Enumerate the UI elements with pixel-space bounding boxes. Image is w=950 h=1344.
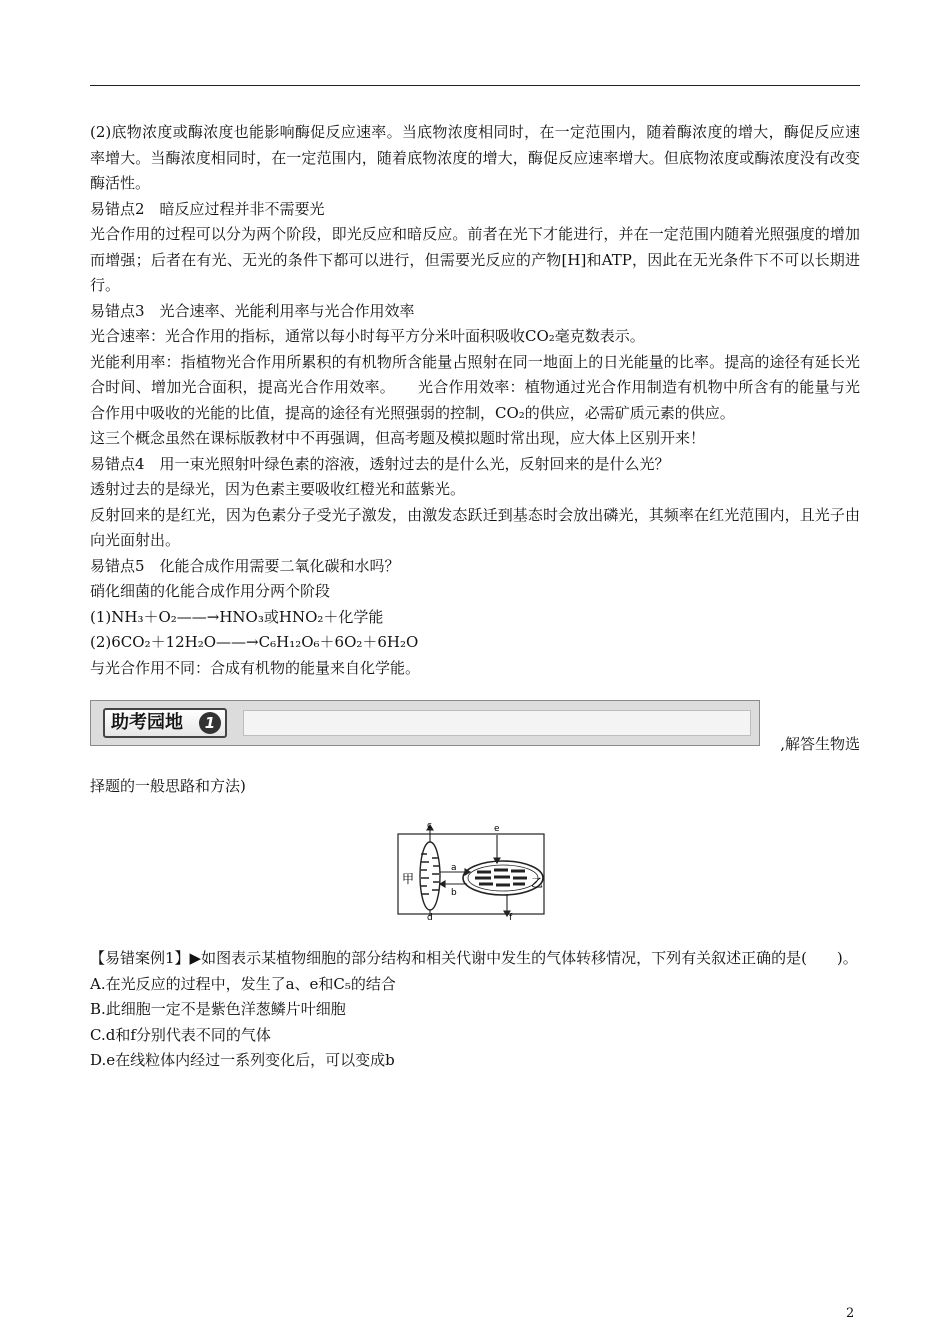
paragraph-concept-note: 这三个概念虽然在课标版教材中不再强调，但高考题及模拟题时常出现，应大体上区别开来！ [90,429,706,447]
paragraph-enzyme-concentration: (2)底物浓度或酶浓度也能影响酶促反应速率。当底物浓度相同时，在一定范围内，随着酶浓度的增大，酶促反应速率增大。当酶浓度相同时，在一定范围内，随着底物浓度的增大，酶促反应速率增大。但底物浓度或酶浓度没有改变酶活性。 [90,123,860,192]
paragraph-nitrifying-bacteria: 硝化细菌的化能合成作用分两个阶段 [90,582,331,600]
example-question [90,946,860,1074]
label-e: e [494,824,500,834]
banner-label [103,708,227,738]
figure-svg [397,820,545,920]
heading-error-point-3: 易错点3 光合速率、光能利用率与光合作用效率 [90,301,415,320]
option-d: D.e在线粒体内经过一系列变化后，可以变成b [90,1051,395,1069]
header-rule [90,85,860,86]
option-c: C.d和f分别代表不同的气体 [90,1025,271,1044]
paragraph-photosynthetic-rate: 光合速率：光合作用的指标，通常以每小时每平方分米叶面积吸收CO₂毫克数表示。 [90,327,645,345]
label-jia: 甲 [402,872,415,886]
heading-error-point-4: 易错点4 用一束光照射叶绿色素的溶液，透射过去的是什么光，反射回来的是什么光？ [90,454,670,473]
label-b: b [451,888,457,898]
label-d: d [427,913,433,920]
label-yi: 乙 [531,876,544,890]
study-help-banner [90,700,760,746]
label-c: c [427,821,432,831]
paragraph-light-use-efficiency: 光能利用率：指植物光合作用所累积的有机物所含能量占照射在同一地面上的日光能量的比率。提高的途径有延长光合时间、增加光合面积，提高光合作用效率。 光合作用效率：植物通过光合作用制造有机物中所含有的能量与光合作用中吸收的光能的比值，提高的途径有光照强弱的控制，CO₂的供应，必需矿质元素的供应。 [90,352,860,422]
banner-tail-line2: 择题的一般思路和方法) [90,777,246,795]
banner-blank-field [243,710,751,736]
paragraph-chemical-energy: 与光合作用不同：合成有机物的能量来自化学能。 [90,658,421,677]
question-stem: 【易错案例1】▶如图表示某植物细胞的部分结构和相关代谢中发生的气体转移情况，下列有关叙述正确的是( )。 [90,949,858,967]
banner-number-badge: 1 [199,712,221,734]
heading-error-point-2: 易错点2 暗反应过程并非不需要光 [90,199,325,218]
banner-tail-text: ,解答生物选 [780,735,860,753]
label-a: a [451,863,457,873]
heading-error-point-5: 易错点5 化能合成作用需要二氧化碳和水吗？ [90,556,400,575]
organelle-gas-exchange-figure [397,820,545,920]
page-number: 2 [846,1306,855,1321]
paragraph-transmitted-light: 透射过去的是绿光，因为色素主要吸收红橙光和蓝紫光。 [90,480,466,498]
equation-2: (2)6CO₂＋12H₂O——→C₆H₁₂O₆＋6O₂＋6H₂O [90,633,419,651]
option-b: B.此细胞一定不是紫色洋葱鳞片叶细胞 [90,1000,346,1018]
equation-1: (1)NH₃＋O₂——→HNO₃或HNO₂＋化学能 [90,607,384,626]
banner-label-text: 助考园地 [111,712,183,733]
option-a: A.在光反应的过程中，发生了a、e和C₅的结合 [90,974,396,993]
mitochondrion-shape [420,842,440,910]
label-f: f [509,913,513,920]
body-text [90,120,860,681]
paragraph-dark-reaction: 光合作用的过程可以分为两个阶段，即光反应和暗反应。前者在光下才能进行，并在一定范围内随着光照强度的增加而增强；后者在有光、无光的条件下都可以进行，但需要光反应的产物[H]和ATP，因此在无光条件下不可以长期进行。 [90,225,860,294]
paragraph-reflected-light: 反射回来的是红光，因为色素分子受光子激发，由激发态跃迁到基态时会放出磷光，其频率在红光范围内，且光子由向光面射出。 [90,505,860,549]
